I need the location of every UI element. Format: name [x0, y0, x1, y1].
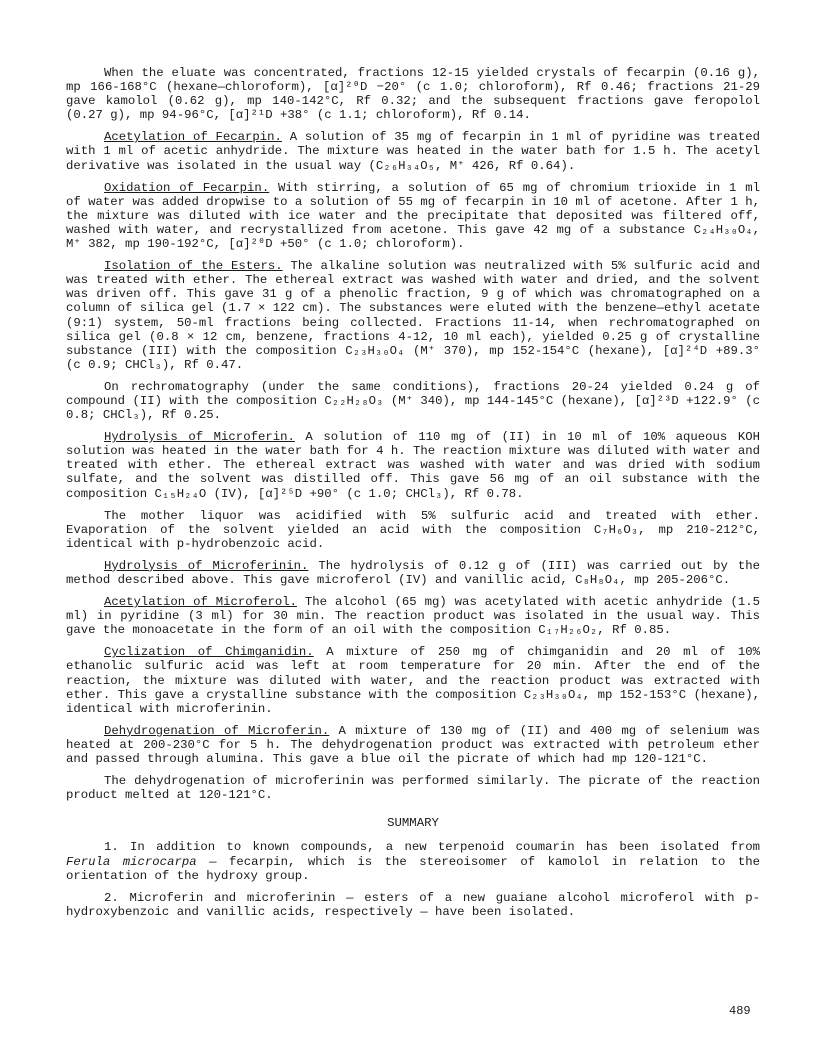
paragraph-text: A mixture of 130 mg of (II) and 400 mg of selenium was heated at 200-230°C for 5 h. The dehydrogenation product was extracted with petroleum ether and passed through alumina. This gave a blue oil the picrate of which had mp 120-121°C.	[66, 723, 760, 767]
document-body	[66, 66, 760, 927]
summary-text: 1. In addition to known compounds, a new terpenoid coumarin has been isolated from	[104, 840, 760, 855]
section-heading: Isolation of the Esters.	[104, 259, 283, 274]
summary-item-2	[66, 891, 760, 919]
paragraph-hydrolysis-microferinin	[66, 559, 760, 587]
paragraph-acetylation-microferol	[66, 595, 760, 637]
paragraph-hydrolysis-microferin	[66, 430, 760, 500]
paragraph-text: A solution of 110 mg of (II) in 10 ml of 10% aqueous KOH solution was heated in the water bath for 4 h. The reaction mixture was diluted with water and treated with ether. The ethereal extract was washed with water and was dried with sodium sulfate, and the solvent was distilled off. This gave 56 mg of an oil substance with the composition C₁₅H₂₄O (IV), [α]²⁵D +90° (c 1.0; CHCl₃), Rf 0.78.	[66, 430, 761, 501]
paragraph-dehydrogenation-microferinin	[66, 774, 760, 802]
summary-title: SUMMARY	[387, 816, 439, 831]
paragraph-text: The alcohol (65 mg) was acetylated with acetic anhydride (1.5 ml) in pyridine (3 ml) for 30 min. The reaction product was isolated in the usual way. This gave the monoacetate in the form of an oil with the composition C₁₇H₂₆O₂, Rf 0.85.	[66, 595, 760, 638]
paragraph-text: With stirring, a solution of 65 mg of chromium trioxide in 1 ml of water was added dropwise to a solution of 55 mg of fecarpin in 10 ml of acetone. After 1 h, the mixture was diluted with ice water and the precipitate that deposited was filtered off, washed with water, and recrystallized from acetone. This gave 42 mg of a substance C₂₄H₃₀O₄, M⁺ 382, mp 190-192°C, [α]²⁰D +50° (c 1.0; chloroform).	[66, 180, 760, 252]
paragraph-dehydrogenation-microferin	[66, 724, 760, 766]
section-heading: Acetylation of Microferol.	[104, 595, 297, 610]
paragraph-acetylation-fecarpin	[66, 130, 760, 172]
summary-item-1	[66, 840, 760, 882]
section-heading: Dehydrogenation of Microferin.	[104, 723, 330, 738]
summary-text: 2. Microferin and microferinin — esters of a new guaiane alcohol microferol with p-hydroxybenzoic and vanillic acids, respectively — have been isolated.	[66, 890, 760, 919]
paragraph-rechromatography	[66, 380, 760, 422]
paragraph-mother-liquor	[66, 509, 760, 551]
paragraph-oxidation-fecarpin	[66, 181, 760, 251]
paragraph-text: The hydrolysis of 0.12 g of (III) was carried out by the method described above. This gave microferol (IV) and vanillic acid, C₈H₈O₄, mp 205-206°C.	[66, 558, 760, 587]
species-name: Ferula microcarpa	[66, 854, 197, 869]
paragraph-text: The dehydrogenation of microferinin was performed similarly. The picrate of the reaction product melted at 120-121°C.	[66, 774, 760, 803]
paragraph-text: A solution of 35 mg of fecarpin in 1 ml of pyridine was treated with 1 ml of acetic anhydride. The mixture was heated in the water bath for 1.5 h. The acetyl derivative was isolated in the usual way (C₂₆H₃₄O₅, M⁺ 426, Rf 0.64).	[66, 130, 760, 173]
paragraph-text: A mixture of 250 mg of chimganidin and 20 ml of 10% ethanolic sulfuric acid was left at room temperature for 20 min. After the end of the reaction, the mixture was diluted with water, and the reaction product was extracted with ether. This gave a crystalline substance with the composition C₂₃H₃₀O₄, mp 152-153°C (hexane), identical with microferinin.	[66, 645, 760, 716]
section-heading: Hydrolysis of Microferin.	[104, 430, 295, 445]
section-heading: Oxidation of Fecarpin.	[104, 180, 270, 195]
paragraph-text: The mother liquor was acidified with 5% sulfuric acid and treated with ether. Evaporation of the solvent yielded an acid with the composition C₇H₆O₃, mp 210-212°C, identical with p-hydrobenzoic acid.	[66, 508, 760, 551]
section-heading: Acetylation of Fecarpin.	[104, 130, 282, 145]
paragraph-text: The alkaline solution was neutralized with 5% sulfuric acid and was treated with ether. The ethereal extract was washed with water and dried, and the solvent was driven off. This gave 31 g of a phenolic fraction, 9 g of which was chromatographed on a column of silica gel (1.7 × 122 cm). The substances were eluted with the benzene—ethyl acetate (9:1) system, 50-ml fractions being collected. Fractions 11-14, when rechromatographed on silica gel (0.8 × 12 cm, benzene, fractions 4-12, 10 ml each), yielded 0.25 g of crystalline substance (III) with the composition C₂₃H₃₀O₄ (M⁺ 370), mp 152-154°C (hexane), [α]²⁴D +89.3° (c 0.9; CHCl₃), Rf 0.47.	[66, 259, 761, 372]
paragraph-eluate	[66, 66, 760, 122]
paragraph-text: When the eluate was concentrated, fractions 12-15 yielded crystals of fecarpin (0.16 g), mp 166-168°C (hexane—chloroform), [α]²⁰D −20° (c 1.0; chloroform), Rf 0.46; fractions 21-29 gave kamolol (0.62 g), mp 140-142°C, Rf 0.32; and the subsequent fractions gave feropolol (0.27 g), mp 94-96°C, [α]²¹D +38° (c 1.1; chloroform), Rf 0.14.	[66, 66, 760, 123]
section-heading: Cyclization of Chimganidin.	[104, 645, 314, 660]
page-number: 489	[729, 1004, 751, 1018]
section-heading: Hydrolysis of Microferinin.	[104, 558, 309, 573]
paragraph-text: On rechromatography (under the same conditions), fractions 20-24 yielded 0.24 g of compound (II) with the composition C₂₂H₂₈O₃ (M⁺ 340), mp 144-145°C (hexane), [α]²³D +122.9° (c 0.8; CHCl₃), Rf 0.25.	[66, 379, 760, 423]
paragraph-isolation-esters	[66, 259, 760, 372]
paragraph-cyclization-chimganidin	[66, 645, 760, 715]
summary-text: — fecarpin, which is the stereoisomer of kamolol in relation to the orientation of the hydroxy group.	[66, 854, 761, 883]
